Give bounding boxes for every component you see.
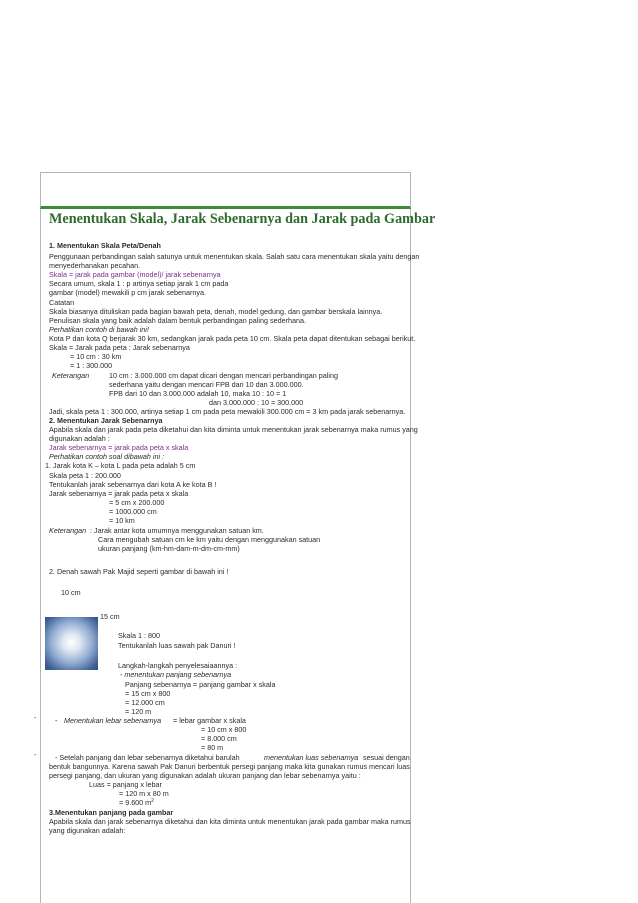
text-line: = 12.000 cm xyxy=(125,698,165,707)
text-line: : Jarak antar kota umumnya menggunakan satuan km. xyxy=(90,526,264,535)
text-line: menyederhanakan pecahan. xyxy=(49,261,141,270)
area-exponent: 2 xyxy=(151,798,154,804)
text-line: Skala = Jarak pada peta : Jarak sebenarnya xyxy=(49,343,190,352)
text-line: Panjang sebenarnya = panjang gambar x skala xyxy=(125,680,276,689)
text-line: gambar (model) mewakili p cm jarak sebenarnya. xyxy=(49,288,206,297)
text-line: digunakan adalah : xyxy=(49,434,110,443)
text-line: - Setelah panjang dan lebar sebenarnya diketahui barulah xyxy=(55,753,240,762)
text-line: Penulisan skala yang baik adalah dalam bentuk perbandingan paling sederhana. xyxy=(49,316,306,325)
text-line: 3.Menentukan panjang pada gambar xyxy=(49,808,174,817)
text-line: Keterangan xyxy=(52,371,90,380)
text-line: = 10 cm : 30 km xyxy=(70,352,122,361)
text-line: Tentukanlah jarak sebenarnya dari kota A ke kota B ! xyxy=(49,480,217,489)
text-line: = 1 : 300.000 xyxy=(70,361,113,370)
text-line: = 15 cm x 800 xyxy=(125,689,171,698)
page-title: Menentukan Skala, Jarak Sebenarnya dan Jarak pada Gambar xyxy=(49,211,436,227)
text-line: 1. Jarak kota K – kota L pada peta adalah 5 cm xyxy=(45,461,196,470)
text-line: = 8.000 cm xyxy=(201,734,237,743)
text-line: Luas = panjang x lebar xyxy=(89,780,162,789)
text-line: Cara mengubah satuan cm ke km yaitu dengan menggunakan satuan xyxy=(98,535,321,544)
text-line: Apabila skala dan jarak pada peta diketahui dan kita diminta untuk menentukan jarak sebenarnya maka rumus yang xyxy=(49,425,418,434)
text-line: 10 cm : 3.000.000 cm dapat dicari dengan mencari perbandingan paling xyxy=(109,371,338,380)
text-line: Skala biasanya dituliskan pada bagian bawah peta, denah, model gedung, dan gambar berskala lainnya. xyxy=(49,307,383,316)
text-line: persegi panjang, dan ukuran yang digunakan adalah ukuran panjang dan lebar sebenarnya yaitu : xyxy=(49,771,361,780)
text-line: - menentukan panjang sebenarnya xyxy=(120,670,232,679)
text-line: Penggunaan perbandingan salah satunya untuk menentukan skala. Salah satu cara menentukan skala yaitu dengan xyxy=(49,252,420,261)
text-line: FPB dari 10 dan 3.000.000 adalah 10, maka 10 : 10 = 1 xyxy=(109,389,287,398)
text-line: sederhana yaitu dengan mencari FPB dari 10 dan 3.000.000. xyxy=(109,380,304,389)
text-line: = lebar gambar x skala xyxy=(173,716,246,725)
text-line: = 10 cm x 800 xyxy=(201,725,247,734)
text-line: 10 cm xyxy=(61,588,81,597)
text-line: Perhatikan contoh soal dibawah ini : xyxy=(49,452,165,461)
text-line: Perhatikan contoh di bawah ini! xyxy=(49,325,149,334)
text-line: 2. Menentukan Jarak Sebenarnya xyxy=(49,416,163,425)
text-line: 2. Denah sawah Pak Majid seperti gambar di bawah ini ! xyxy=(49,567,229,576)
text-line: 15 cm xyxy=(100,612,120,621)
text-line: ukuran panjang (km-hm-dam-m-dm-cm-mm) xyxy=(98,544,240,553)
text-line: = 5 cm x 200.000 xyxy=(109,498,165,507)
area-value: = 9.600 m xyxy=(119,798,152,807)
text-line: Tentukanlah luas sawah pak Danuri ! xyxy=(118,641,236,650)
text-line: Catatan xyxy=(49,298,75,307)
text-line: Skala 1 : 800 xyxy=(118,631,160,640)
text-line: = 10 km xyxy=(109,516,135,525)
text-line: Apabila skala dan jarak sebenarnya diketahui dan kita diminta untuk menentukan jarak pada gambar maka rumus xyxy=(49,817,411,826)
rice-field-diagram xyxy=(45,617,98,670)
text-line: Menentukan lebar sebenarnya xyxy=(64,716,162,725)
text-line: Kota P dan kota Q berjarak 30 km, sedangkan jarak pada peta 10 cm. Skala peta dapat ditentukan sebagai berikut. xyxy=(49,334,416,343)
area-result xyxy=(119,798,154,807)
text-line: Jarak sebenarnya = jarak pada peta x skala xyxy=(49,443,189,452)
text-line: Langkah-langkah penyelesaiaannya : xyxy=(118,661,238,670)
text-line: Jarak sebenarnya = jarak pada peta x skala xyxy=(49,489,189,498)
margin-bullet: - xyxy=(34,715,37,722)
text-line: 1. Menentukan Skala Peta/Denah xyxy=(49,241,161,250)
margin-bullet: - xyxy=(34,752,37,759)
text-line: yang digunakan adalah: xyxy=(49,826,126,835)
text-line: = 1000.000 cm xyxy=(109,507,157,516)
text-line: menentukan luas sebenarnya xyxy=(264,753,359,762)
text-line: = 120 m xyxy=(125,707,152,716)
text-line: - xyxy=(55,716,58,725)
text-line: = 120 m x 80 m xyxy=(119,789,169,798)
text-line: Skala = jarak pada gambar (model)/ jarak sebenarnya xyxy=(49,270,221,279)
text-line: bentuk bangunnya. Karena sawah Pak Danuri berbentuk persegi panjang maka kita gunakan rumus mencari luas xyxy=(49,762,410,771)
text-line: sesuai dengan xyxy=(363,753,410,762)
text-line: Skala peta 1 : 200.000 xyxy=(49,471,121,480)
text-line: Keterangan xyxy=(49,526,87,535)
text-line: = 80 m xyxy=(201,743,224,752)
text-line: Secara umum, skala 1 : p artinya setiap jarak 1 cm pada xyxy=(49,279,229,288)
text-line: dan 3.000.000 : 10 = 300.000 xyxy=(209,398,304,407)
header-bar xyxy=(40,172,411,209)
text-line: Jadi, skala peta 1 : 300.000, artinya setiap 1 cm pada peta mewakili 300.000 cm = 3 km pada jarak sebenarnya. xyxy=(49,407,406,416)
